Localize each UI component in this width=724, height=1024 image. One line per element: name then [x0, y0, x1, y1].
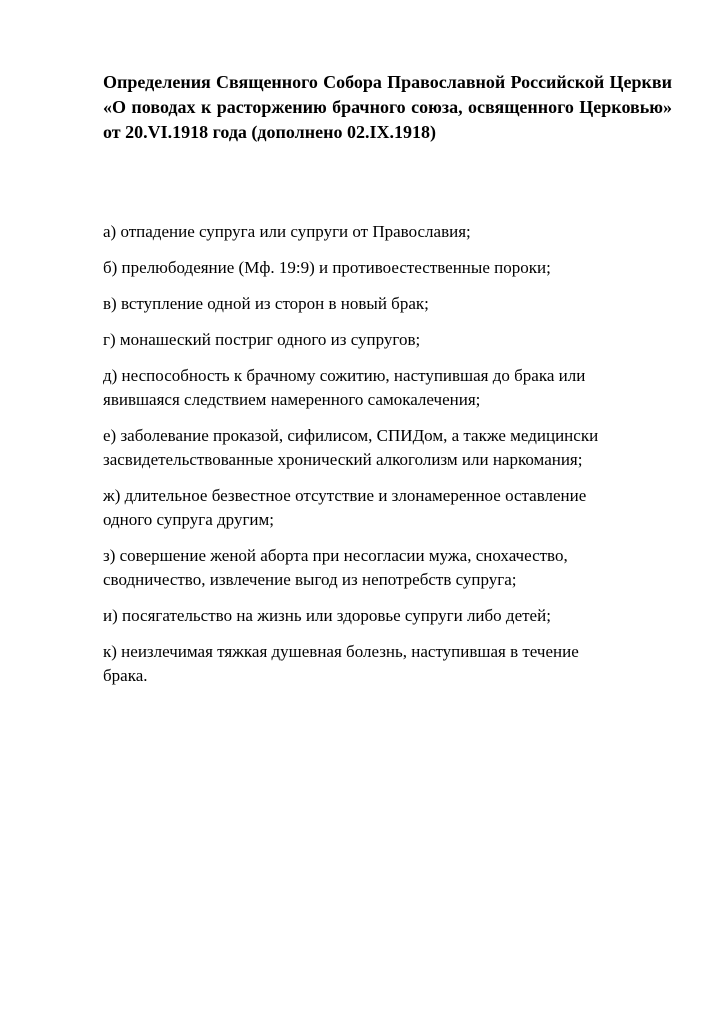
- list-item: б) прелюбодеяние (Мф. 19:9) и противоестественные пороки;: [103, 258, 551, 277]
- list-item: з) совершение женой аборта при несогласии мужа, снохачество, сводничество, извлечение выгод из непотребств супруга;: [103, 546, 568, 589]
- list-item: ж) длительное безвестное отсутствие и злонамеренное оставление одного супруга другим;: [103, 486, 587, 529]
- list-item: и) посягательство на жизнь или здоровье супруги либо детей;: [103, 606, 551, 625]
- grounds-list: [103, 220, 678, 700]
- list-item: д) неспособность к брачному сожитию, наступившая до брака или явившаяся следствием намеренного самокалечения;: [103, 366, 586, 409]
- list-item: к) неизлечимая тяжкая душевная болезнь, наступившая в течение брака.: [103, 642, 579, 685]
- list-item: а) отпадение супруга или супруги от Православия;: [103, 222, 471, 241]
- document-title: Определения Священного Собора Православной Российской Церкви «О поводах к расторжению брачного союза, освященного Церковью» от 20.VI.1918 года (дополнено 02.IX.1918): [103, 72, 672, 142]
- list-item: е) заболевание проказой, сифилисом, СПИДом, а также медицински засвидетельствованные хронический алкоголизм или наркомания;: [103, 426, 599, 469]
- list-item: г) монашеский постриг одного из супругов;: [103, 330, 421, 349]
- list-item: в) вступление одной из сторон в новый брак;: [103, 294, 429, 313]
